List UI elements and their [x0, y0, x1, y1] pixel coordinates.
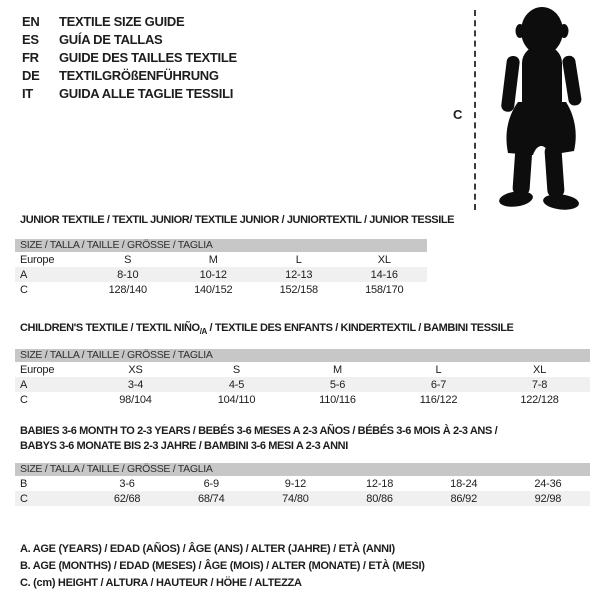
section-junior-textile [15, 214, 455, 297]
cell: L [435, 363, 442, 376]
footnote-age-months: B. AGE (MONTHS) / EDAD (MESES) / ÂGE (MOIS) / ALTER (MONATE) / ETÀ (MESI) [20, 560, 425, 572]
cell: 140/152 [194, 283, 233, 296]
cell: 152/158 [279, 283, 318, 296]
cell: S [232, 363, 241, 376]
height-dashed-line [474, 10, 476, 210]
cell: XS [128, 363, 143, 376]
guide-title-it: GUIDA ALLE TAGLIE TESSILI [59, 85, 234, 101]
legend-footnotes [20, 541, 425, 592]
guide-title-de: TEXTILGRÖßENFÜHRUNG [59, 67, 219, 83]
cell: L [295, 253, 302, 266]
language-row-fr [22, 48, 237, 66]
cell: 9-12 [284, 477, 307, 490]
cell: 3-4 [127, 378, 144, 391]
size-header-bar: SIZE / TALLA / TAILLE / GRÖSSE / TAGLIA [15, 239, 427, 252]
language-row-it [22, 84, 237, 102]
language-row-en [22, 12, 237, 30]
cell: 4-5 [228, 378, 245, 391]
cell: 92/98 [534, 492, 562, 505]
table-row-height [15, 392, 590, 407]
guide-title-es: GUÍA DE TALLAS [59, 31, 163, 47]
cell: 12-18 [366, 477, 394, 490]
cell: 128/140 [108, 283, 147, 296]
cell: 14-16 [370, 268, 398, 281]
row-label: A [20, 378, 28, 391]
guide-title-fr: GUIDE DES TAILLES TEXTILE [59, 49, 237, 65]
section-title-children [15, 322, 590, 336]
language-code: EN [22, 13, 40, 29]
language-code: IT [22, 85, 33, 101]
cell: 24-36 [534, 477, 562, 490]
baby-silhouette-icon [480, 4, 598, 212]
table-row-age [15, 377, 590, 392]
cell: XL [532, 363, 547, 376]
cell: 10-12 [199, 268, 227, 281]
language-row-de [22, 66, 237, 84]
footnote-height: C. (cm) HEIGHT / ALTURA / HAUTEUR / HÖHE / ALTEZZA [20, 577, 302, 589]
title-part: / TEXTILE DES ENFANTS / KINDERTEXTIL / BAMBINI TESSILE [206, 322, 514, 334]
footnote-age-years: A. AGE (YEARS) / EDAD (AÑOS) / ÂGE (ANS) / ALTER (JAHRE) / ETÀ (ANNI) [20, 543, 395, 555]
cell: 7-8 [531, 378, 548, 391]
cell: 116/122 [419, 393, 458, 406]
baby-measurement-figure [450, 4, 598, 212]
cell: XL [377, 253, 391, 266]
language-code: FR [22, 49, 39, 65]
section-title-babies [15, 424, 590, 454]
cell: 98/104 [119, 393, 152, 406]
table-row-europe [15, 362, 590, 377]
language-row-es [22, 30, 237, 48]
row-label: B [20, 477, 28, 490]
cell: M [333, 363, 342, 376]
section-babies-textile [15, 424, 590, 506]
title-line: BABYS 3-6 MONATE BIS 2-3 JAHRE / BAMBINI 3-6 MESI A 2-3 ANNI [20, 440, 348, 452]
guide-title-en: TEXTILE SIZE GUIDE [59, 13, 185, 29]
table-row-age [15, 267, 427, 282]
cell: 68/74 [197, 492, 225, 505]
title-part: CHILDREN'S TEXTILE / TEXTIL NIÑO [20, 322, 200, 334]
section-children-textile [15, 322, 590, 407]
table-row-height [15, 491, 590, 506]
row-label: C [20, 492, 28, 505]
cell: 5-6 [329, 378, 346, 391]
cell: 122/128 [520, 393, 559, 406]
row-label: Europe [20, 253, 55, 266]
cell: 104/110 [217, 393, 256, 406]
language-list [22, 12, 237, 102]
cell: M [208, 253, 218, 266]
cell: 3-6 [119, 477, 135, 490]
language-code: DE [22, 67, 40, 83]
cell: 62/68 [113, 492, 141, 505]
table-row-europe [15, 252, 427, 267]
cell: 18-24 [450, 477, 478, 490]
row-label: C [20, 283, 28, 296]
table-row-height [15, 282, 427, 297]
row-label: A [20, 268, 28, 281]
size-header-bar: SIZE / TALLA / TAILLE / GRÖSSE / TAGLIA [15, 463, 590, 476]
cell: 74/80 [282, 492, 309, 505]
cell: S [124, 253, 132, 266]
cell: 12-13 [285, 268, 313, 281]
cell: 8-10 [117, 268, 139, 281]
cell: 6-7 [430, 378, 447, 391]
title-line: BABIES 3-6 MONTH TO 2-3 YEARS / BEBÉS 3-6 MESES A 2-3 AÑOS / BÉBÉS 3-6 MOIS À 2-3 ANS / [20, 425, 498, 437]
cell: 86/92 [450, 492, 477, 505]
cell: 6-9 [203, 477, 219, 490]
height-measure-label: C [453, 107, 463, 122]
cell: 80/86 [366, 492, 393, 505]
cell: 158/170 [365, 283, 404, 296]
title-subscript: /A [199, 327, 207, 337]
row-label: C [20, 393, 28, 406]
table-row-age-months [15, 476, 590, 491]
language-code: ES [22, 31, 39, 47]
size-header-bar: SIZE / TALLA / TAILLE / GRÖSSE / TAGLIA [15, 349, 590, 362]
cell: 110/116 [319, 393, 356, 406]
section-title-junior: JUNIOR TEXTILE / TEXTIL JUNIOR/ TEXTILE JUNIOR / JUNIORTEXTIL / JUNIOR TESSILE [20, 214, 455, 226]
row-label: Europe [20, 363, 55, 376]
